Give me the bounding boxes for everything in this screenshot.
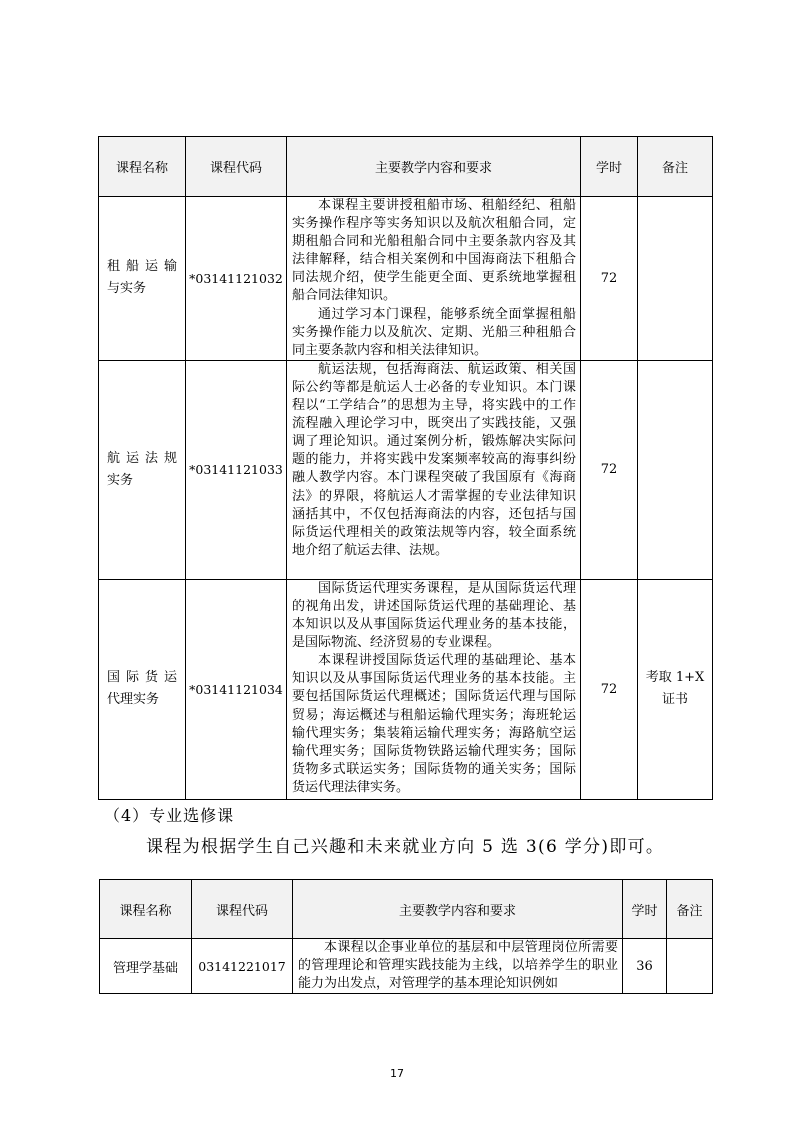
course-hours: 36 bbox=[623, 939, 667, 994]
course-name-line: 租船运输 bbox=[107, 259, 177, 275]
header-hours: 学时 bbox=[623, 880, 667, 939]
course-name-line: 与实务 bbox=[107, 281, 147, 297]
course-code: *03141121033 bbox=[186, 360, 287, 579]
course-name-line: 航运法规 bbox=[107, 450, 177, 466]
page-number: 17 bbox=[390, 1067, 404, 1080]
course-content bbox=[287, 360, 581, 579]
course-hours: 72 bbox=[581, 360, 638, 579]
course-note bbox=[638, 360, 713, 579]
elective-note-paragraph: 课程为根据学生自己兴趣和未来就业方向 5 选 3(6 学分)即可。 bbox=[146, 837, 665, 857]
header-course-name: 课程名称 bbox=[99, 137, 186, 197]
content-paragraph: 航运法规，包括海商法、航运政策、相关国际公约等都是航运人士必备的专业知识。本门课程以“工学结合”的思想为主导，将实践中的工作流程融入理论学习中，既突出了实践技能，又强调了理论知识。通过案例分析，锻炼解决实际问题的能力，并将实践中发案频率较高的海事纠纷融人教学内容。本门课程突破了我国原有《海商法》的界限，将航运人才需掌握的专业法律知识涵括其中，不仅包括海商法的内容，还包括与国际货运代理相关的政策法规等内容，较全面系统地介绍了航运去律、法规。 bbox=[292, 361, 576, 558]
table-header-row bbox=[100, 880, 713, 939]
course-content bbox=[287, 579, 581, 799]
course-code: *03141121034 bbox=[186, 579, 287, 799]
table-row bbox=[99, 579, 713, 799]
course-name bbox=[99, 197, 186, 361]
course-name-line: 实务 bbox=[107, 472, 134, 488]
header-note: 备注 bbox=[638, 137, 713, 197]
section-title: （4）专业选修课 bbox=[104, 806, 235, 825]
content-paragraph: 本课程主要讲授租船市场、租船经纪、租船实务操作程序等实务知识以及航次租船合同，定期租船合同和光船租船合同中主要条款内容及其法律解释，结合相关案例和中国海商法下租船合同法规介绍，使学生能更全面、更系统地掌握租船合同法律知识。 bbox=[292, 198, 576, 304]
header-content: 主要教学内容和要求 bbox=[293, 880, 623, 939]
course-note bbox=[667, 939, 713, 994]
header-course-code: 课程代码 bbox=[186, 137, 287, 197]
course-note bbox=[638, 197, 713, 361]
table-row bbox=[100, 939, 713, 994]
course-name-line: 代理实务 bbox=[107, 692, 160, 708]
course-content bbox=[293, 939, 623, 994]
course-code: *03141121032 bbox=[186, 197, 287, 361]
course-name: 管理学基础 bbox=[100, 939, 192, 994]
header-note: 备注 bbox=[667, 880, 713, 939]
course-table-elective bbox=[99, 879, 713, 994]
content-paragraph: 国际货运代理实务课程，是从国际货运代理的视角出发，讲述国际货运代理的基础理论、基本知识以及从事国际货运代理业务的基本技能，是国际物流、经济贸易的专业课程。 bbox=[292, 580, 576, 651]
course-hours: 72 bbox=[581, 579, 638, 799]
course-name-line: 国际货运 bbox=[107, 670, 177, 686]
header-hours: 学时 bbox=[581, 137, 638, 197]
table-header-row bbox=[99, 137, 713, 197]
course-note bbox=[638, 579, 713, 799]
content-paragraph: 本课程讲授国际货运代理的基础理论、基本知识以及从事国际货运代理业务的基本技能。主要包括国际货运代理概述；国际货运代理与国际贸易；海运概述与租船运输代理实务；海班轮运输代理实务；集装箱运输代理实务；海路航空运输代理实务；国际货物铁路运输代理实务；国际货物多式联运实务；国际货物的通关实务；国际货运代理法律实务。 bbox=[292, 653, 576, 795]
header-content: 主要教学内容和要求 bbox=[287, 137, 581, 197]
course-table-core bbox=[98, 136, 713, 800]
header-course-name: 课程名称 bbox=[100, 880, 192, 939]
table-row bbox=[99, 197, 713, 361]
course-name bbox=[99, 360, 186, 579]
header-course-code: 课程代码 bbox=[192, 880, 293, 939]
content-paragraph: 本课程以企事业单位的基层和中层管理岗位所需要的管理理论和管理实践技能为主线，以培养学生的职业能力为出发点，对管理学的基本理论知识例如 bbox=[298, 940, 618, 992]
course-content bbox=[287, 197, 581, 361]
course-note-line: 证书 bbox=[661, 692, 688, 708]
content-paragraph: 通过学习本门课程，能够系统全面掌握租船实务操作能力以及航次、定期、光船三种租船合同主要条款内容和相关法律知识。 bbox=[292, 306, 576, 358]
course-code: 03141221017 bbox=[192, 939, 293, 994]
course-hours: 72 bbox=[581, 197, 638, 361]
course-note-line: 考取 1+X bbox=[645, 670, 705, 686]
table-row bbox=[99, 360, 713, 579]
course-name bbox=[99, 579, 186, 799]
